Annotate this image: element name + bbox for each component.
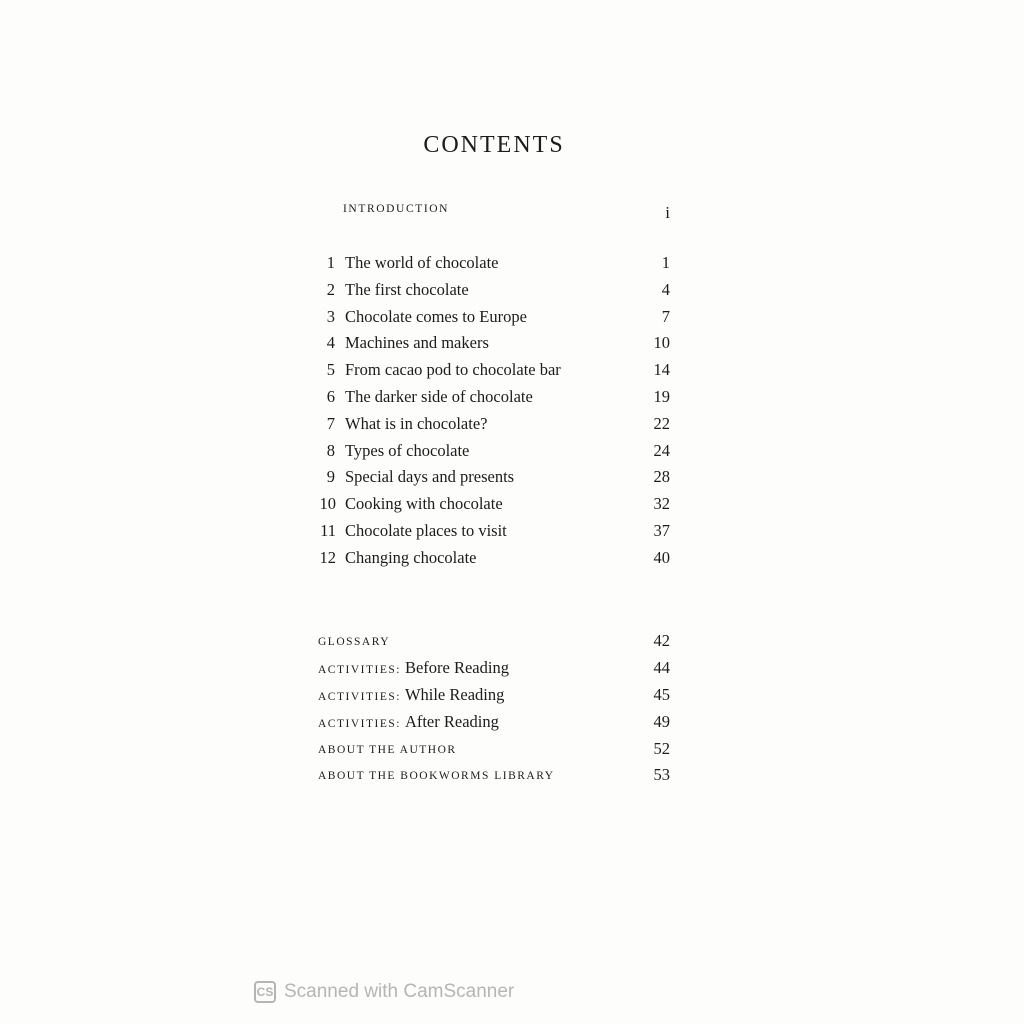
back-matter-page-number: 52 bbox=[653, 738, 670, 758]
back-matter-label: ACTIVITIES: bbox=[318, 717, 401, 730]
back-matter-entry bbox=[318, 628, 670, 655]
chapter-entry bbox=[318, 518, 670, 545]
chapter-entry bbox=[318, 250, 670, 277]
chapter-page-number: 24 bbox=[653, 440, 670, 460]
back-matter-label: ACTIVITIES: bbox=[318, 690, 401, 703]
back-matter-entry bbox=[318, 655, 670, 682]
chapter-entry bbox=[318, 304, 670, 331]
chapter-page-number: 22 bbox=[653, 413, 670, 433]
chapter-number: 4 bbox=[326, 333, 335, 353]
back-matter-label: ABOUT THE BOOKWORMS LIBRARY bbox=[318, 770, 555, 783]
camscanner-logo-icon: CS bbox=[254, 981, 276, 1003]
chapter-page-number: 14 bbox=[653, 360, 670, 380]
chapter-title: The first chocolate bbox=[345, 279, 469, 299]
back-matter-entry bbox=[318, 762, 670, 789]
back-matter-entry bbox=[318, 709, 670, 736]
chapter-number: 12 bbox=[319, 547, 336, 567]
chapter-title: Chocolate places to visit bbox=[345, 520, 507, 540]
back-matter-subtitle: Before Reading bbox=[404, 657, 509, 677]
chapter-page-number: 7 bbox=[661, 306, 670, 326]
chapter-number: 5 bbox=[326, 360, 335, 380]
chapter-number: 8 bbox=[326, 440, 335, 460]
chapter-entry bbox=[318, 357, 670, 384]
chapter-entry bbox=[318, 438, 670, 465]
back-matter-entry bbox=[318, 682, 670, 709]
chapter-title: Special days and presents bbox=[345, 467, 515, 487]
chapter-title: What is in chocolate? bbox=[345, 413, 488, 433]
chapter-page-number: 32 bbox=[653, 494, 670, 514]
chapter-page-number: 1 bbox=[661, 253, 670, 272]
chapter-title: Machines and makers bbox=[345, 333, 489, 353]
chapter-page-number: 37 bbox=[653, 520, 670, 540]
chapter-title: From cacao pod to chocolate bar bbox=[345, 360, 561, 380]
chapter-page-number: 19 bbox=[653, 386, 670, 406]
chapter-page-number: 4 bbox=[661, 279, 670, 299]
chapter-entry bbox=[318, 464, 670, 491]
chapter-number: 10 bbox=[319, 494, 336, 514]
chapter-number: 7 bbox=[326, 413, 335, 433]
camscanner-watermark bbox=[254, 980, 514, 1004]
chapter-title: Chocolate comes to Europe bbox=[345, 306, 527, 326]
chapter-entry bbox=[318, 384, 670, 411]
back-matter-list bbox=[318, 628, 670, 789]
chapter-number: 1 bbox=[326, 253, 335, 272]
chapter-number: 11 bbox=[320, 520, 336, 540]
chapter-entry bbox=[318, 330, 670, 357]
chapter-entry bbox=[318, 491, 670, 518]
chapter-number: 3 bbox=[326, 306, 335, 326]
back-matter-label: GLOSSARY bbox=[318, 636, 391, 648]
chapter-number: 2 bbox=[326, 279, 335, 299]
chapter-number: 9 bbox=[326, 467, 335, 487]
chapter-number: 6 bbox=[326, 386, 335, 406]
chapter-page-number: 10 bbox=[653, 333, 670, 353]
back-matter-label: ABOUT THE AUTHOR bbox=[318, 743, 457, 756]
back-matter-subtitle: While Reading bbox=[404, 684, 505, 704]
chapter-entry bbox=[318, 277, 670, 304]
chapter-page-number: 40 bbox=[653, 547, 670, 567]
chapter-entry bbox=[318, 545, 670, 572]
back-matter-subtitle: After Reading bbox=[404, 711, 499, 731]
chapter-entry bbox=[318, 411, 670, 438]
page-title: CONTENTS bbox=[423, 132, 565, 158]
back-matter-label: ACTIVITIES: bbox=[318, 663, 401, 676]
back-matter-page-number: 49 bbox=[653, 711, 670, 731]
chapter-title: Cooking with chocolate bbox=[345, 494, 503, 514]
back-matter-entry bbox=[318, 736, 670, 763]
back-matter-page-number: 45 bbox=[653, 684, 670, 704]
chapter-title: Types of chocolate bbox=[345, 440, 470, 460]
back-matter-page-number: 44 bbox=[653, 657, 670, 677]
chapter-title: The darker side of chocolate bbox=[345, 386, 533, 406]
introduction-label: INTRODUCTION bbox=[343, 203, 450, 215]
introduction-page-number: i bbox=[665, 203, 670, 222]
chapter-title: The world of chocolate bbox=[345, 253, 499, 272]
chapter-title: Changing chocolate bbox=[345, 547, 477, 567]
back-matter-page-number: 53 bbox=[653, 765, 670, 785]
back-matter-page-number: 42 bbox=[653, 631, 670, 650]
chapter-page-number: 28 bbox=[653, 467, 670, 487]
chapter-list bbox=[318, 250, 670, 572]
introduction-entry bbox=[343, 203, 670, 225]
watermark-text: Scanned with CamScanner bbox=[284, 981, 515, 1002]
